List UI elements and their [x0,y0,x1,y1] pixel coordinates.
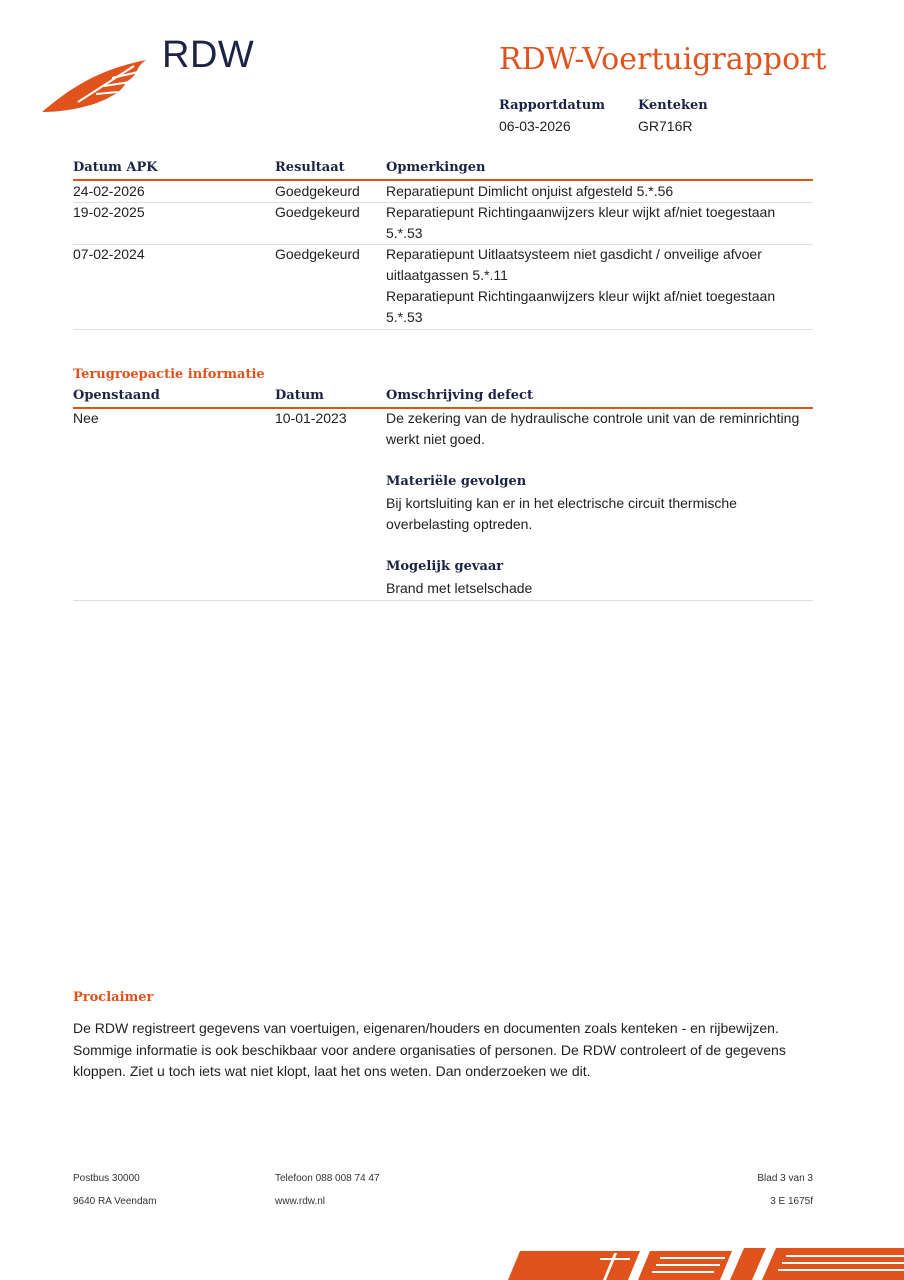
footer-phone: Telefoon 088 008 74 47 [275,1173,380,1184]
apk-result: Goedgekeurd [275,204,360,220]
recall-defect-text: werkt niet goed. [386,431,485,447]
recall-open-value: Nee [73,410,99,426]
recall-defect-text: De zekering van de hydraulische controle unit van de reminrichting [386,410,800,426]
apk-table [73,160,813,335]
recall-header-open: Openstaand [73,388,160,403]
footer-web-link[interactable]: www.rdw.nl [275,1196,326,1207]
footer-postbus: Postbus 30000 [73,1173,140,1184]
apk-header-remarks: Opmerkingen [386,160,486,175]
plate-value: GR716R [638,118,693,134]
apk-result: Goedgekeurd [275,183,360,199]
footer-page-number: Blad 3 van 3 [757,1173,813,1184]
apk-header-result: Resultaat [275,160,345,175]
logo-text: RDW [162,34,255,76]
danger-text: Brand met letselschade [386,580,533,596]
report-date-value: 06-03-2026 [499,118,571,134]
apk-header-date: Datum APK [73,160,158,175]
footer-city: 9640 RA Veendam [73,1196,157,1207]
danger-label: Mogelijk gevaar [386,559,504,574]
row-divider [73,329,813,330]
proclaimer-line: kloppen. Ziet u toch iets wat niet klopt, laat het ons weten. Dan onderzoeken we dit. [73,1063,591,1079]
apk-remark: 5.*.53 [386,225,423,241]
apk-date: 19-02-2025 [73,204,145,220]
footer-code: 3 E 1675f [770,1196,813,1207]
recall-title: Terugroepactie informatie [73,367,265,382]
recall-date-value: 10-01-2023 [275,410,347,426]
row-divider [73,600,813,601]
rdw-logo-icon [38,52,150,116]
report-title: RDW-Voertuigrapport [499,42,827,77]
proclaimer-line: De RDW registreert gegevens van voertuigen, eigenaren/houders en documenten zoals kenteken - en rijbewijzen. [73,1020,779,1036]
apk-result: Goedgekeurd [275,246,360,262]
table-row [73,181,813,202]
apk-remark: 5.*.53 [386,309,423,325]
apk-date: 24-02-2026 [73,183,145,199]
proclaimer-title: Proclaimer [73,990,154,1005]
apk-remark: uitlaatgassen 5.*.11 [386,267,508,283]
report-date-label: Rapportdatum [499,98,605,113]
table-row [73,202,813,244]
rdw-stripes-decoration-icon [500,1238,904,1280]
recall-table [73,388,813,603]
apk-remark: Reparatiepunt Dimlicht onjuist afgesteld 5.*.56 [386,183,674,199]
recall-header-date: Datum [275,388,324,403]
apk-date: 07-02-2024 [73,246,145,262]
proclaimer-text [73,1018,813,1083]
proclaimer-line: Sommige informatie is ook beschikbaar voor andere organisaties of personen. De RDW controleert of de gegevens [73,1041,786,1058]
consequences-text: overbelasting optreden. [386,516,533,532]
plate-label: Kenteken [638,98,708,113]
apk-remark: Reparatiepunt Richtingaanwijzers kleur wijkt af/niet toegestaan [386,204,776,220]
consequences-label: Materiële gevolgen [386,474,527,489]
table-row [73,244,813,328]
consequences-text: Bij kortsluiting kan er in het electrische circuit thermische [386,495,737,511]
apk-remark: Reparatiepunt Uitlaatsysteem niet gasdicht / onveilige afvoer [386,246,762,262]
recall-header-defect: Omschrijving defect [386,388,533,403]
apk-remark: Reparatiepunt Richtingaanwijzers kleur wijkt af/niet toegestaan [386,288,776,304]
